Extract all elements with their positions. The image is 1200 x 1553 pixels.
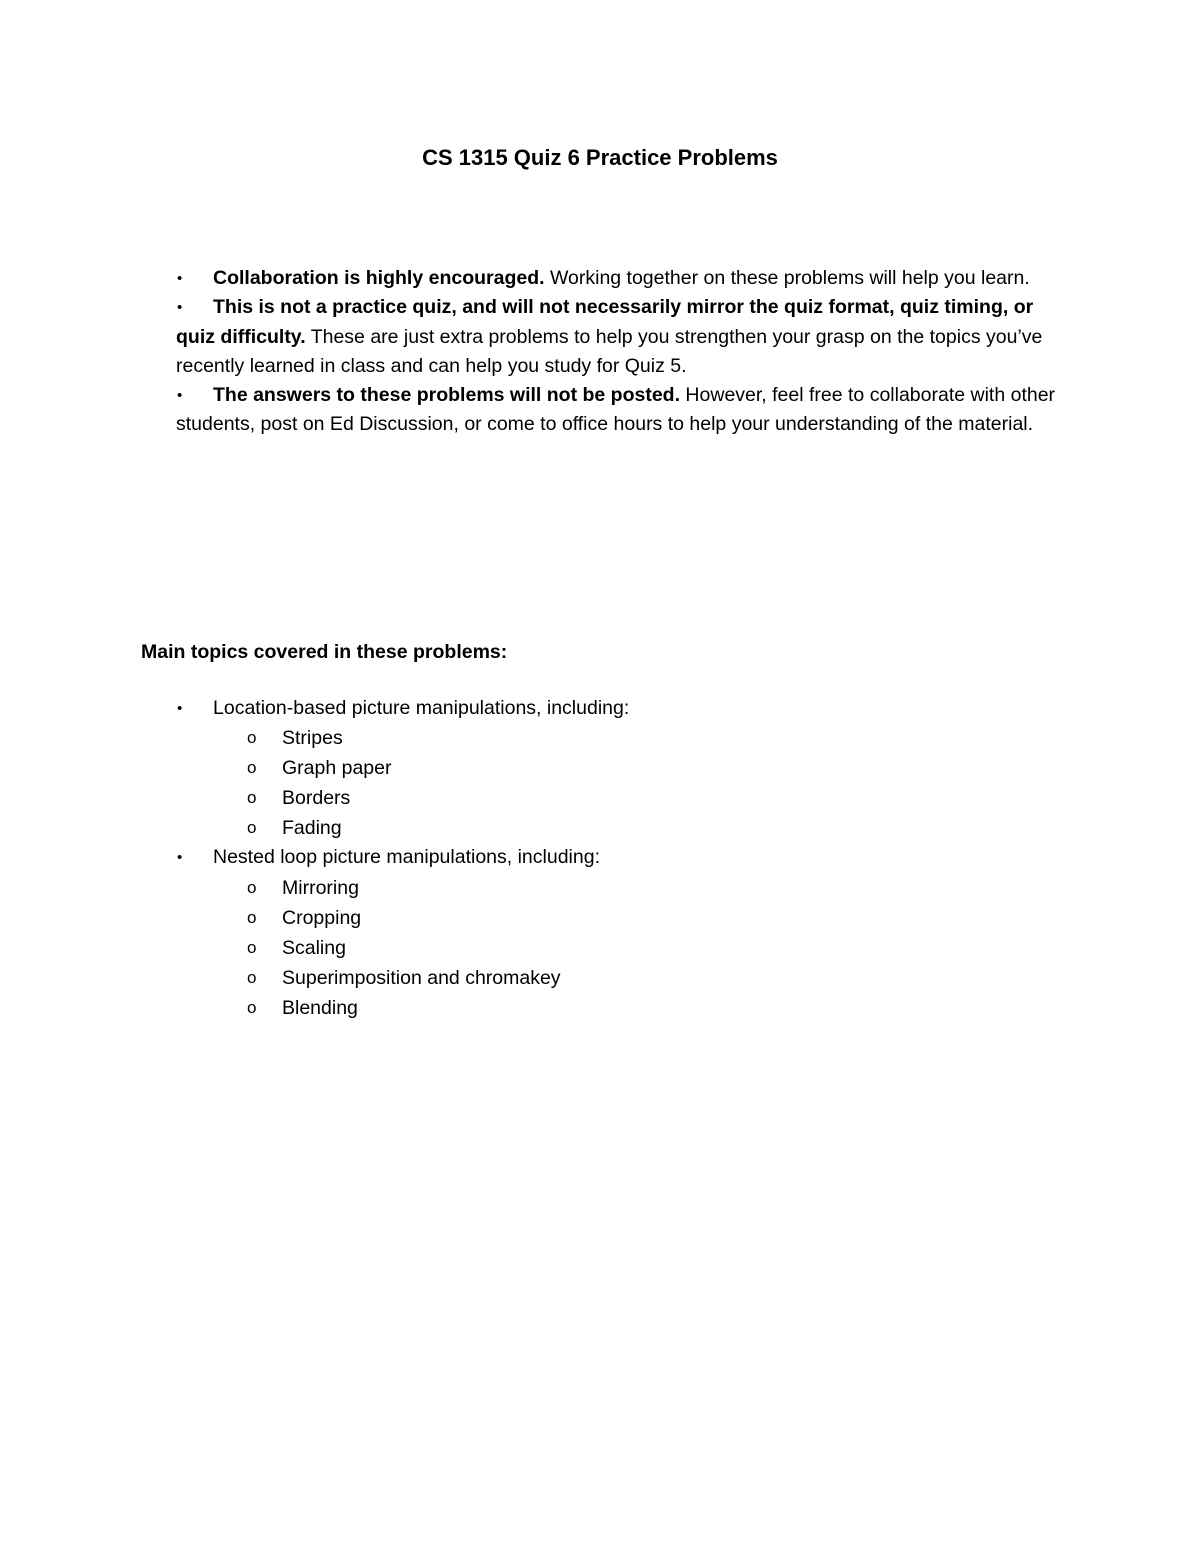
topic-label: Nested loop picture manipulations, including: xyxy=(213,846,600,869)
instruction-bold-text: Collaboration is highly encouraged. xyxy=(213,267,545,289)
topics-heading: Main topics covered in these problems: xyxy=(141,641,508,663)
subtopic-item xyxy=(247,903,629,933)
topic-label: Location-based picture manipulations, including: xyxy=(213,697,630,719)
circle-bullet-icon: o xyxy=(247,788,257,808)
subtopic-item xyxy=(247,993,629,1023)
instruction-text: These are just extra problems to help you strengthen your grasp on the topics you’ve recently learned in class and can help you study for Quiz 5. xyxy=(176,325,1043,377)
subtopic-item xyxy=(247,813,629,843)
circle-bullet-icon: o xyxy=(247,728,257,748)
subtopic-item xyxy=(247,753,629,783)
circle-bullet-icon: o xyxy=(247,907,257,927)
bullet-icon: • xyxy=(177,700,183,717)
instruction-text: However, feel free to collaborate with other students, post on Ed Discussion, or come to office hours to help your understanding of the material. xyxy=(176,384,1056,436)
subtopic-item xyxy=(247,933,629,963)
circle-bullet-icon: o xyxy=(247,818,257,838)
subtopic-label: Cropping xyxy=(282,906,362,929)
subtopic-label: Graph paper xyxy=(282,757,392,780)
bullet-icon: • xyxy=(177,270,183,287)
circle-bullet-icon: o xyxy=(247,877,257,897)
topic-item-nested-loop xyxy=(176,843,629,1023)
subtopic-item xyxy=(247,783,629,813)
subtopic-label: Stripes xyxy=(282,727,343,750)
instruction-bold-text: The answers to these problems will not be posted. xyxy=(213,384,681,407)
instruction-text: Working together on these problems will help you learn. xyxy=(544,267,1030,289)
instructions-list xyxy=(176,264,1056,440)
instruction-item-collaboration xyxy=(176,264,1056,293)
bullet-icon: • xyxy=(177,387,183,405)
circle-bullet-icon: o xyxy=(247,758,257,778)
subtopic-list xyxy=(176,873,629,1023)
subtopic-label: Fading xyxy=(282,817,342,840)
subtopic-label: Mirroring xyxy=(282,876,359,899)
subtopic-item xyxy=(247,873,629,903)
instruction-item-not-practice-quiz xyxy=(176,293,1056,381)
bullet-icon: • xyxy=(177,299,183,317)
topic-item-location-based xyxy=(176,694,629,843)
circle-bullet-icon: o xyxy=(247,937,257,957)
circle-bullet-icon: o xyxy=(247,997,257,1017)
subtopic-label: Borders xyxy=(282,787,351,810)
subtopic-label: Blending xyxy=(282,996,358,1019)
subtopic-item xyxy=(247,723,629,753)
circle-bullet-icon: o xyxy=(247,967,257,987)
document-title: CS 1315 Quiz 6 Practice Problems xyxy=(422,145,778,170)
instruction-bold-text: This is not a practice quiz, and will not necessarily mirror the quiz format, quiz timing, or quiz difficulty. xyxy=(176,296,1034,348)
subtopic-label: Superimposition and chromakey xyxy=(282,966,561,989)
instruction-item-answers xyxy=(176,381,1056,440)
subtopic-item xyxy=(247,963,629,993)
bullet-icon: • xyxy=(177,849,183,867)
subtopic-list xyxy=(176,723,629,843)
subtopic-label: Scaling xyxy=(282,936,346,959)
topics-list xyxy=(176,694,629,1023)
